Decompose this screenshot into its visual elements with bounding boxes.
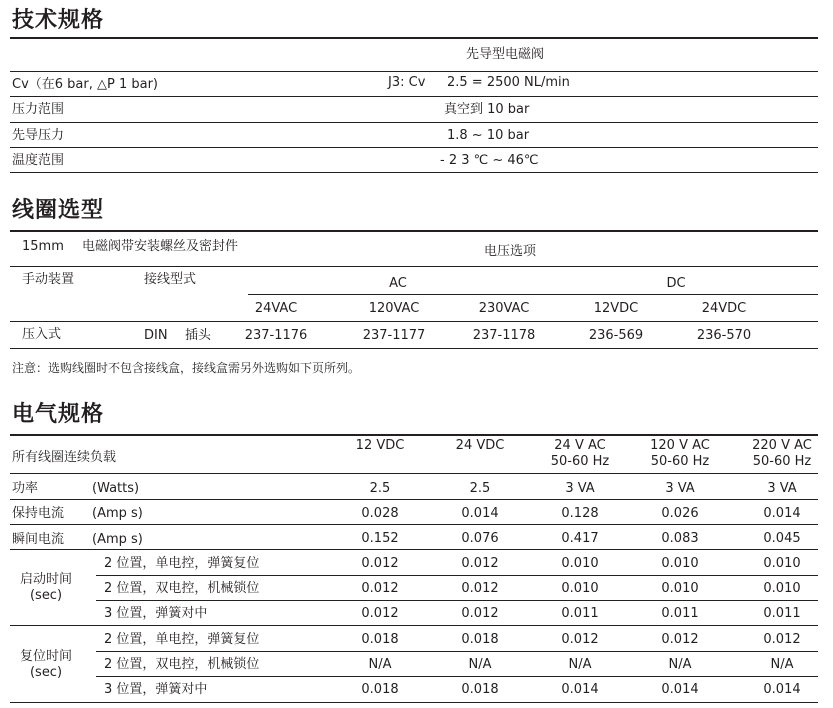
cell-value: 0.010: [661, 581, 699, 596]
cell-value: 0.128: [561, 506, 599, 521]
cell-value: 0.012: [763, 632, 801, 647]
cell-value: 0.018: [461, 632, 499, 647]
cell-value: 3 VA: [665, 481, 695, 496]
divider: [10, 549, 818, 550]
sub-row-label: 2 位置，双电控，机械锁位: [104, 657, 260, 672]
voltage-230vac: 230VAC: [478, 301, 530, 316]
cell-value: 0.010: [763, 556, 801, 571]
sub-row-label: 3 位置，弹簧对中: [104, 606, 208, 621]
cell-value: 0.026: [661, 506, 699, 521]
group-label-reset: 复位时间: [19, 649, 72, 664]
cell-value: 0.010: [763, 581, 801, 596]
divider: [10, 37, 818, 39]
divider: [10, 266, 818, 267]
cell-value: N/A: [568, 657, 592, 672]
coil-row-wiring: DIN: [144, 328, 168, 343]
group-label-start-unit: (sec): [29, 588, 63, 603]
cell-value: 0.014: [461, 506, 499, 521]
cell-value: 0.012: [661, 632, 699, 647]
cell-value: 0.018: [461, 682, 499, 697]
spec-prefix-cv: J3: Cv: [388, 75, 426, 90]
cell-value: 0.012: [461, 606, 499, 621]
cell-value: 0.010: [561, 581, 599, 596]
cell-value: 0.152: [361, 531, 399, 546]
divider: [10, 473, 818, 474]
col-header-12vdc: 12 VDC: [355, 438, 405, 453]
specs-header: 先导型电磁阀: [465, 47, 544, 62]
spec-value-pressure: 真空到 10 bar: [444, 102, 530, 117]
divider: [10, 702, 818, 703]
part-number: 237-1176: [244, 328, 308, 343]
group-label-start: 启动时间: [19, 572, 72, 587]
ac-header: AC: [389, 276, 407, 291]
col-header-24vac-hz: 50-60 Hz: [550, 454, 610, 469]
row-unit-power: (Watts): [92, 481, 140, 496]
divider: [10, 625, 818, 626]
spec-value-pilot: 1.8 ~ 10 bar: [447, 128, 530, 143]
spec-label-pilot: 先导压力: [12, 128, 65, 143]
spec-label-pressure: 压力范围: [12, 102, 65, 117]
dc-header: DC: [666, 276, 686, 291]
cell-value: N/A: [468, 657, 492, 672]
part-number: 236-569: [588, 328, 644, 343]
divider: [248, 294, 818, 295]
col-header-220vac: 220 V AC: [752, 438, 812, 453]
sub-row-label: 2 位置，单电控，弹簧复位: [104, 632, 260, 647]
cell-value: 0.014: [763, 506, 801, 521]
spec-value-cv: 2.5 = 2500 NL/min: [447, 75, 570, 90]
cell-value: 0.018: [361, 632, 399, 647]
section-title-specs: 技术规格: [12, 8, 105, 33]
cell-value: 0.011: [561, 606, 599, 621]
cell-value: 2.5: [369, 481, 391, 496]
row-unit-holding: (Amp s): [92, 506, 143, 521]
cell-value: 0.014: [763, 682, 801, 697]
row-label-inrush: 瞬间电流: [12, 532, 65, 547]
divider: [10, 122, 818, 123]
cell-value: 0.014: [661, 682, 699, 697]
voltage-12vdc: 12VDC: [593, 301, 639, 316]
wiring-header: 接线型式: [144, 272, 197, 287]
row-label-holding: 保持电流: [12, 506, 65, 521]
cell-value: N/A: [668, 657, 692, 672]
col-header-220vac-hz: 50-60 Hz: [752, 454, 812, 469]
coil-size: 15mm: [22, 239, 64, 254]
cell-value: 0.012: [561, 632, 599, 647]
part-number: 236-570: [696, 328, 752, 343]
cell-value: 0.012: [361, 581, 399, 596]
sub-row-label: 2 位置，单电控，弹簧复位: [104, 556, 260, 571]
cell-value: 0.012: [461, 581, 499, 596]
cell-value: 2.5: [469, 481, 491, 496]
cell-value: 0.028: [361, 506, 399, 521]
divider: [96, 600, 818, 601]
divider: [10, 524, 818, 525]
cell-value: 0.018: [361, 682, 399, 697]
sub-row-label: 3 位置，弹簧对中: [104, 682, 208, 697]
divider: [10, 230, 818, 232]
section-title-coil: 线圈选型: [12, 198, 105, 223]
divider: [10, 172, 818, 173]
col-header-24vdc: 24 VDC: [455, 438, 505, 453]
coil-desc: 电磁阀带安装螺丝及密封件: [82, 239, 239, 254]
spec-value-temp: - 2 3 ℃ ~ 46℃: [440, 153, 539, 168]
cell-value: 0.012: [361, 556, 399, 571]
cell-value: 0.083: [661, 531, 699, 546]
col-header-120vac-hz: 50-60 Hz: [650, 454, 710, 469]
cell-value: 0.014: [561, 682, 599, 697]
voltage-24vdc: 24VDC: [701, 301, 747, 316]
divider: [10, 321, 818, 322]
cell-value: 0.012: [361, 606, 399, 621]
col-header-24vac: 24 V AC: [554, 438, 606, 453]
spec-label-temp: 温度范围: [12, 153, 65, 168]
cell-value: 0.076: [461, 531, 499, 546]
section-title-electrical: 电气规格: [12, 402, 105, 427]
cell-value: 0.011: [661, 606, 699, 621]
cell-value: 0.010: [561, 556, 599, 571]
cell-value: 0.045: [763, 531, 801, 546]
sub-row-label: 2 位置，双电控，机械锁位: [104, 581, 260, 596]
part-number: 237-1178: [472, 328, 536, 343]
coil-row-label: 压入式: [22, 327, 62, 342]
coil-note: 注意：选购线圈时不包含接线盒，接线盒需另外选购如下页所列。: [12, 361, 361, 375]
voltage-options-label: 电压选项: [483, 244, 536, 259]
col-header-120vac: 120 V AC: [650, 438, 710, 453]
part-number: 237-1177: [362, 328, 426, 343]
divider: [10, 499, 818, 500]
spec-label-cv: Cv（在6 bar, △P 1 bar): [12, 77, 159, 92]
divider: [10, 71, 818, 72]
voltage-120vac: 120VAC: [368, 301, 420, 316]
cell-value: 0.012: [461, 556, 499, 571]
cell-value: 0.011: [763, 606, 801, 621]
divider: [96, 575, 818, 576]
cell-value: N/A: [368, 657, 392, 672]
row-unit-inrush: (Amp s): [92, 532, 143, 547]
divider: [10, 96, 818, 97]
cell-value: N/A: [770, 657, 794, 672]
voltage-24vac: 24VAC: [254, 301, 298, 316]
cell-value: 3 VA: [565, 481, 595, 496]
cell-value: 3 VA: [767, 481, 797, 496]
divider: [96, 651, 818, 652]
cell-value: 0.417: [561, 531, 599, 546]
electrical-header-label: 所有线圈连续负载: [12, 450, 117, 465]
cell-value: 0.010: [661, 556, 699, 571]
divider: [96, 676, 818, 677]
row-label-power: 功率: [12, 481, 39, 496]
divider: [10, 147, 818, 148]
coil-row-wiring-2: 插头: [185, 328, 212, 343]
manual-header: 手动装置: [22, 272, 75, 287]
group-label-reset-unit: (sec): [29, 665, 63, 680]
divider: [10, 348, 818, 349]
divider: [10, 434, 818, 436]
